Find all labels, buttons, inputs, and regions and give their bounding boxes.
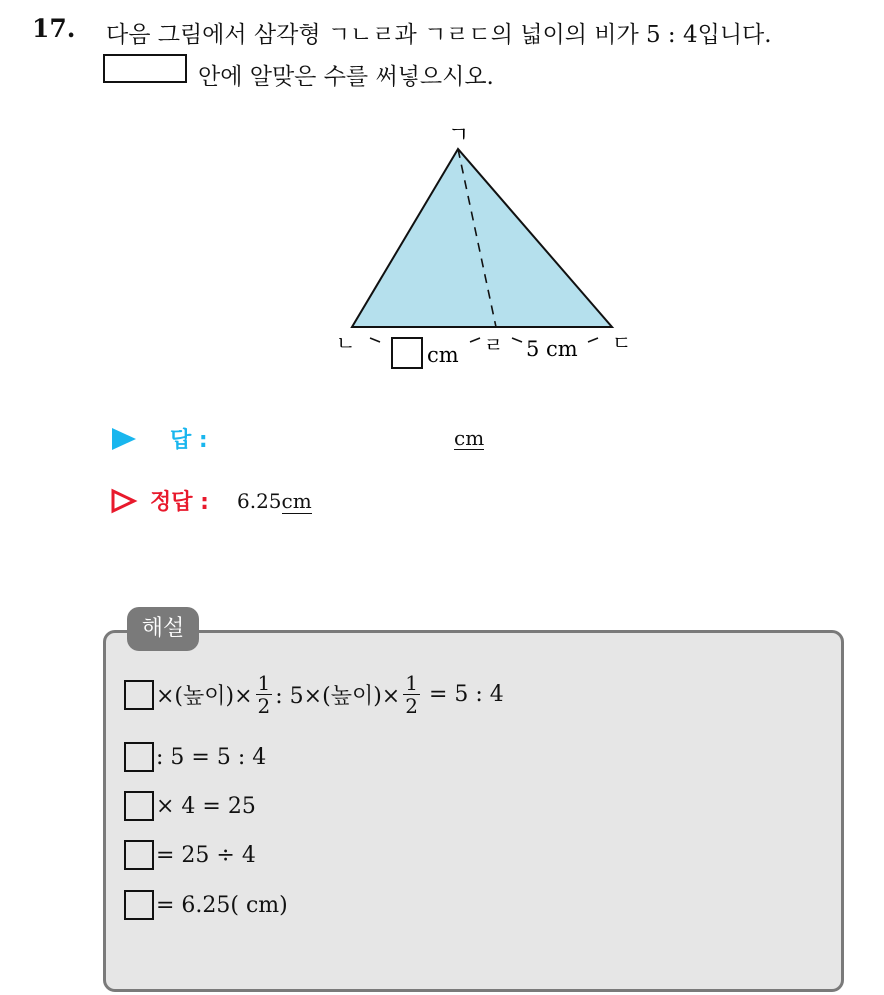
triangle-figure [330, 120, 650, 380]
vertex-top-label: ㄱ [448, 123, 470, 148]
answer-unit: cm [454, 426, 485, 450]
triangle-shape [352, 149, 612, 327]
answer-arrow-icon [112, 428, 136, 450]
solution-line-1: ×(높이)× $\frac{1}{2}$ : 5×(높이)× $\frac{1}{2}$ = 5 : 4 [124, 672, 504, 717]
correct-value-number: 6.25 [237, 489, 282, 513]
fraction: $\frac{1}{2}$ [257, 671, 271, 718]
question-number: 17. [32, 14, 76, 43]
answer-label: 답 : [170, 428, 208, 453]
vertex-mid-label: ㄹ [484, 333, 504, 357]
correct-arrow-icon [110, 488, 138, 514]
blank-square [124, 840, 154, 870]
blank-square [124, 791, 154, 821]
unknown-length-unit: cm [427, 343, 459, 367]
known-length-label: 5 cm [526, 337, 578, 361]
question-text-line2: 안에 알맞은 수를 써넣으시오. [198, 64, 494, 90]
blank-box [103, 54, 187, 83]
solution-line-2: : 5 = 5 : 4 [124, 742, 266, 772]
blank-square [124, 890, 154, 920]
fraction: $\frac{1}{2}$ [405, 671, 418, 718]
blank-square [124, 680, 154, 710]
correct-label: 정답 : [150, 490, 209, 515]
solution-line-5: = 6.25( cm) [124, 890, 288, 920]
solution-line-4: = 25 ÷ 4 [124, 840, 256, 870]
blank-square [124, 742, 154, 772]
vertex-left-label: ㄴ [336, 331, 356, 355]
solution-tab: 해설 [127, 607, 199, 651]
correct-value-unit: cm [281, 489, 312, 513]
vertex-right-label: ㄷ [612, 331, 632, 355]
solution-line-3: × 4 = 25 [124, 791, 256, 821]
unknown-length-box [392, 338, 422, 368]
question-text-line1: 다음 그림에서 삼각형 ㄱㄴㄹ과 ㄱㄹㄷ의 넓이의 비가 5 : 4입니다. [106, 22, 772, 48]
correct-value [237, 489, 312, 513]
